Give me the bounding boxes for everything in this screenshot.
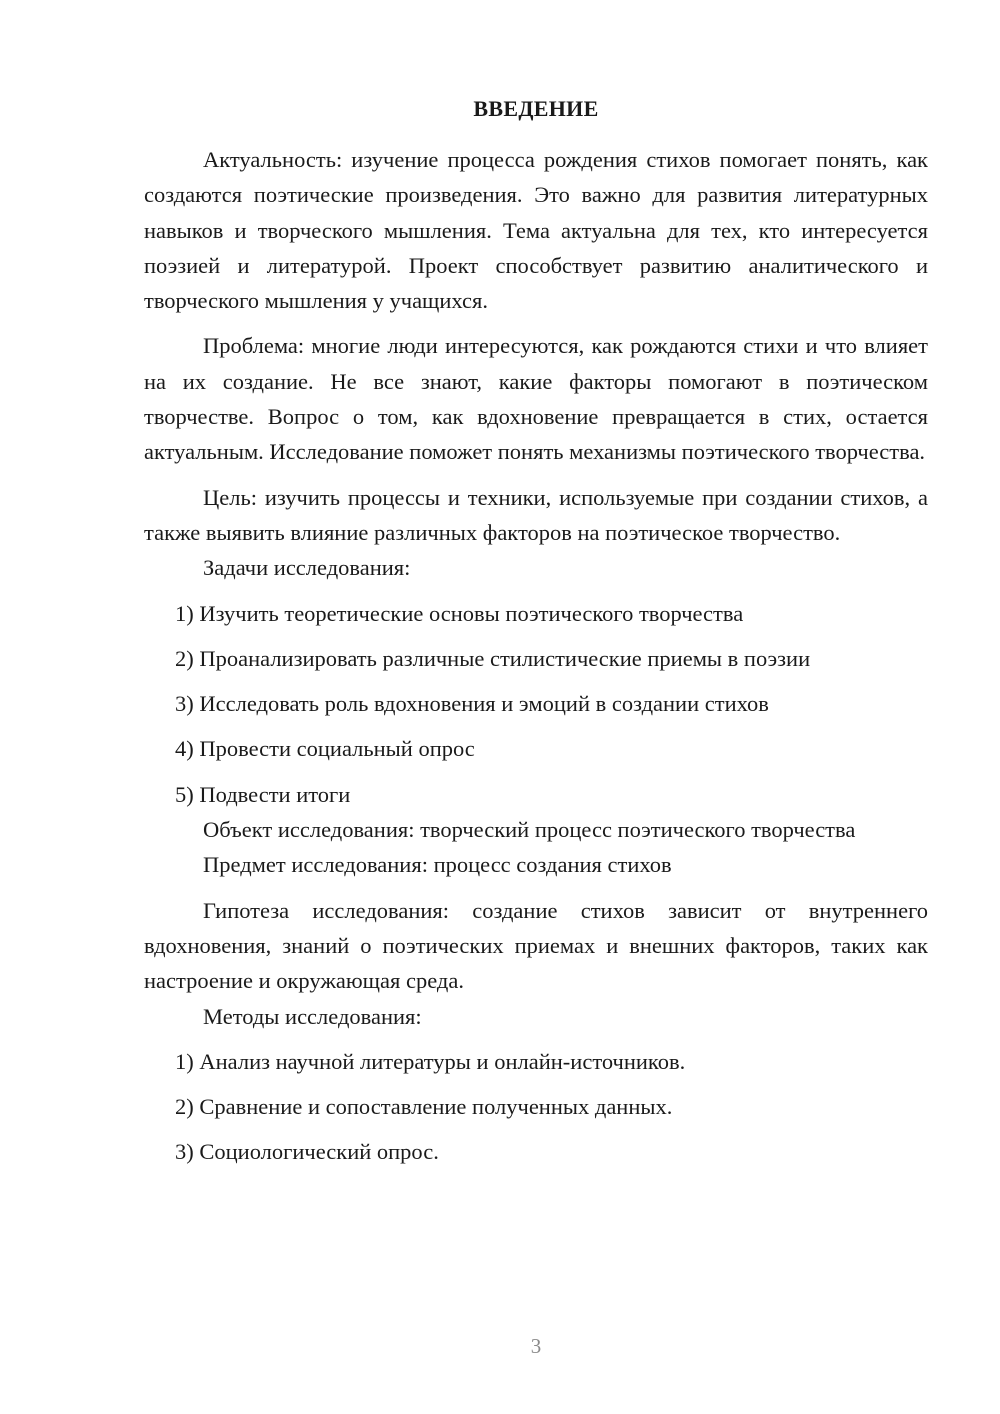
methods-list xyxy=(144,1044,928,1170)
list-item: 3) Исследовать роль вдохновения и эмоций в создании стихов xyxy=(175,691,769,717)
list-item: 1) Изучить теоретические основы поэтического творчества xyxy=(175,600,744,626)
list-item: 5) Подвести итоги xyxy=(175,781,351,807)
tasks-list xyxy=(144,596,928,812)
list-item: 1) Анализ научной литературы и онлайн-источников. xyxy=(175,1048,686,1074)
list-item: 3) Социологический опрос. xyxy=(175,1139,439,1165)
relevance-paragraph: Актуальность: изучение процесса рождения стихов помогает понять, как создаются поэтические произведения. Это важно для развития литературных навыков и творческого мышления. Тема актуальна для тех, кто интересуется поэзией и литературой. Проект способствует развитию аналитического и творческого мышления у учащихся. xyxy=(144,147,928,314)
methods-heading: Методы исследования: xyxy=(203,1003,422,1029)
goal-paragraph: Цель: изучить процессы и техники, используемые при создании стихов, а также выявить влияние различных факторов на поэтическое творчество. xyxy=(144,484,928,545)
tasks-heading: Задачи исследования: xyxy=(203,555,411,581)
list-item: 4) Провести социальный опрос xyxy=(175,736,475,762)
problem-paragraph: Проблема: многие люди интересуются, как рождаются стихи и что влияет на их создание. Не все знают, какие факторы помогают в поэтическом творчестве. Вопрос о том, как вдохновение превращается в стих, остается актуальным. Исследование поможет понять механизмы поэтического творчества. xyxy=(144,333,928,465)
page-title: ВВЕДЕНИЕ xyxy=(473,96,599,121)
hypothesis-paragraph: Гипотеза исследования: создание стихов зависит от внутреннего вдохновения, знаний о поэтических приемах и внешних факторов, таких как настроение и окружающая среда. xyxy=(144,897,928,994)
subject-paragraph: Предмет исследования: процесс создания стихов xyxy=(203,852,672,878)
page-number: 3 xyxy=(530,1334,542,1358)
document-body xyxy=(144,142,928,1170)
list-item: 2) Сравнение и сопоставление полученных данных. xyxy=(175,1094,673,1120)
object-paragraph: Объект исследования: творческий процесс поэтического творчества xyxy=(203,817,856,843)
list-item: 2) Проанализировать различные стилистические приемы в поэзии xyxy=(175,645,811,671)
